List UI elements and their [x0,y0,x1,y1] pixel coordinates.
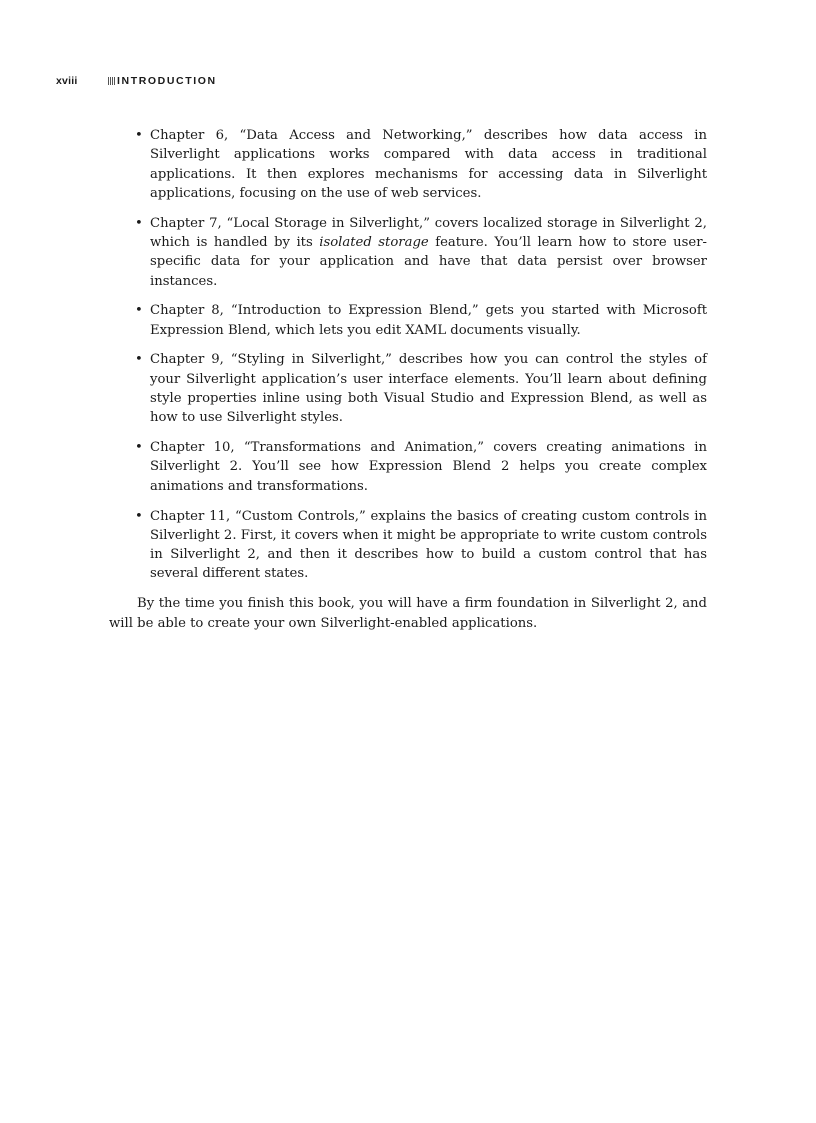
chapter-8-text: Chapter 8, “Introduction to Expression Blend,” gets you started with Microsoft Expression Blend, which lets you edit XAML documents visually. [150,303,707,338]
closing-paragraph: By the time you finish this book, you will have a firm foundation in Silverlight 2, and will be able to create your own Silverlight-enabled applications. [109,596,707,631]
chapter-7-text-start: Chapter 7, “Local Storage in Silverlight,” covers localized storage in Silverlight 2, which is handled by its [150,215,707,250]
chapter-7-item [109,214,707,291]
chapter-list [109,126,707,584]
bullet-icon: • [135,303,143,319]
chapter-6-text: Chapter 6, “Data Access and Networking,” describes how data access in Silverlight applications works compared with data access in traditional applications. It then explores mechanisms for accessing data in Silverlight applications, focusing on the use of web services. [150,128,707,201]
chapter-11-text: Chapter 11, “Custom Controls,” explains the basics of creating custom controls in Silverlight 2. First, it covers when it might be appropriate to write custom controls in Silverlight 2, and then it describes how to build a custom control that has several different states. [150,508,707,582]
chapter-9-item [109,350,707,427]
chapter-8-item [109,301,707,340]
chapter-10-text: Chapter 10, “Transformations and Animation,” covers creating animations in Silverlight 2. You’ll see how Expression Blend 2 helps you create complex animations and transformations. [150,440,707,494]
section-title: INTRODUCTION [117,75,217,87]
chapter-10-item [109,438,707,496]
running-head [56,74,217,88]
chapter-7-emphasis: isolated storage [319,234,429,250]
page-body [109,126,707,633]
bullet-icon: • [135,440,143,456]
chapter-9-text: Chapter 9, “Styling in Silverlight,” describes how you can control the styles of your Silverlight application’s user interface elements. You’ll learn about defining style properties inline using both Visual Studio and Expression Blend, as well as how to use Silverlight styles. [150,352,707,426]
chapter-6-item [109,126,707,203]
bullet-icon: • [135,352,143,368]
chapter-11-item [109,507,707,584]
chapter-7-text-end: feature. You’ll learn how to store user-specific data for your application and have that data persist over browser instances. [150,234,707,289]
bullet-icon: • [135,128,143,143]
page-number: xviii [56,75,78,87]
bullet-icon: • [135,215,143,231]
section-marker-icon [108,77,115,85]
bullet-icon: • [135,508,143,524]
